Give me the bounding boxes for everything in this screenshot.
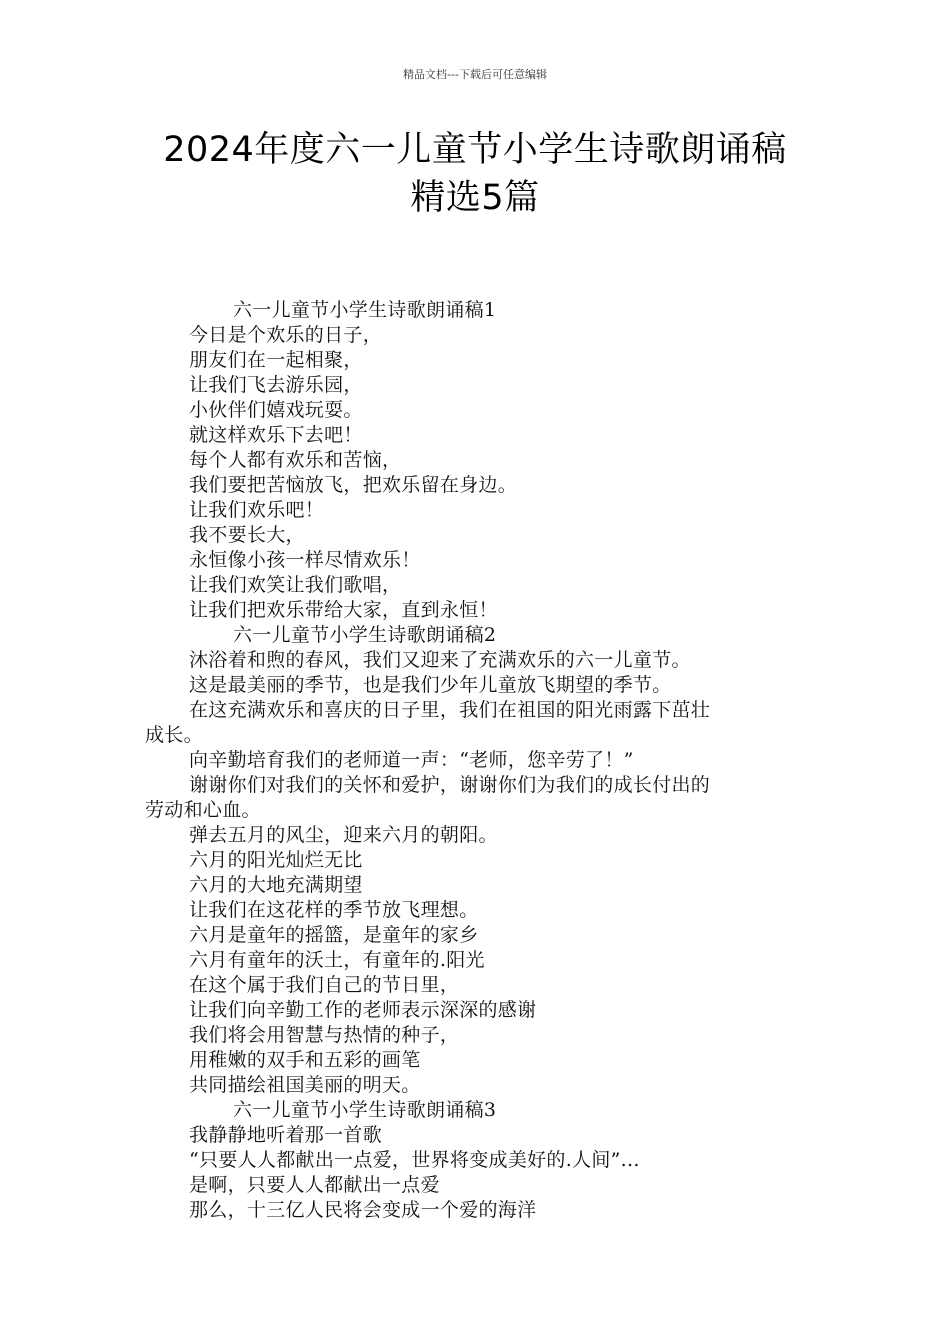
paragraph-line: 我们要把苦恼放飞，把欢乐留在身边。 xyxy=(189,474,518,496)
paragraph-line: 劳动和心血。 xyxy=(145,799,261,821)
page-header-note: 精品文档---下载后可任意编辑 xyxy=(403,68,547,81)
paragraph-line: 让我们向辛勤工作的老师表示深深的感谢 xyxy=(189,999,537,1021)
paragraph-line: 让我们飞去游乐园， xyxy=(189,374,363,396)
paragraph-line: 永恒像小孩一样尽情欢乐！ xyxy=(189,549,421,571)
paragraph-line: 成长。 xyxy=(145,724,203,746)
paragraph-line: 朋友们在一起相聚， xyxy=(189,349,363,371)
section-heading: 六一儿童节小学生诗歌朗诵稿1 xyxy=(233,299,497,321)
paragraph-line: 就这样欢乐下去吧！ xyxy=(189,424,363,446)
paragraph-line: 这是最美丽的季节，也是我们少年儿童放飞期望的季节。 xyxy=(189,674,672,696)
paragraph-line: “只要人人都献出一点爱，世界将变成美好的.人间”... xyxy=(189,1149,640,1171)
paragraph-line: 让我们在这花样的季节放飞理想。 xyxy=(189,899,479,921)
paragraph-line: 共同描绘祖国美丽的明天。 xyxy=(189,1074,421,1096)
paragraph-line: 六月的大地充满期望 xyxy=(189,874,363,896)
paragraph-line: 弹去五月的风尘，迎来六月的朝阳。 xyxy=(189,824,498,846)
paragraph-line: 我不要长大， xyxy=(189,524,305,546)
paragraph-line: 六月的阳光灿烂无比 xyxy=(189,849,363,871)
section-heading: 六一儿童节小学生诗歌朗诵稿3 xyxy=(233,1099,497,1121)
paragraph-line: 沐浴着和煦的春风，我们又迎来了充满欢乐的六一儿童节。 xyxy=(189,649,691,671)
paragraph-line: 让我们欢乐吧！ xyxy=(189,499,325,521)
paragraph-line: 谢谢你们对我们的关怀和爱护，谢谢你们为我们的成长付出的 xyxy=(189,774,711,796)
paragraph-line: 让我们把欢乐带给大家，直到永恒！ xyxy=(189,599,498,621)
paragraph-line: 在这个属于我们自己的节日里， xyxy=(189,974,460,996)
paragraph-line: 用稚嫩的双手和五彩的画笔 xyxy=(189,1049,421,1071)
paragraph-line: 小伙伴们嬉戏玩耍。 xyxy=(189,399,363,421)
document-title xyxy=(120,126,830,222)
paragraph-line: 我们将会用智慧与热情的种子， xyxy=(189,1024,460,1046)
section-heading: 六一儿童节小学生诗歌朗诵稿2 xyxy=(233,624,497,646)
paragraph-line: 让我们欢笑让我们歌唱， xyxy=(189,574,402,596)
paragraph-line: 那么，十三亿人民将会变成一个爱的海洋 xyxy=(189,1199,537,1221)
document-body xyxy=(145,298,810,1223)
document-title-line-1: 2024年度六一儿童节小学生诗歌朗诵稿 xyxy=(163,130,787,170)
document-title-line-2: 精选5篇 xyxy=(410,178,540,218)
paragraph-line: 六月是童年的摇篮，是童年的家乡 xyxy=(189,924,479,946)
paragraph-line: 六月有童年的沃土，有童年的.阳光 xyxy=(189,949,485,971)
paragraph-line: 每个人都有欢乐和苦恼， xyxy=(189,449,402,471)
paragraph-line: 我静静地听着那一首歌 xyxy=(189,1124,383,1146)
paragraph-line: 今日是个欢乐的日子， xyxy=(189,324,383,346)
paragraph-line: 向辛勤培育我们的老师道一声：“老师，您辛劳了！” xyxy=(189,749,634,771)
paragraph-line: 在这充满欢乐和喜庆的日子里，我们在祖国的阳光雨露下茁壮 xyxy=(189,699,711,721)
paragraph-line: 是啊，只要人人都献出一点爱 xyxy=(189,1174,440,1196)
